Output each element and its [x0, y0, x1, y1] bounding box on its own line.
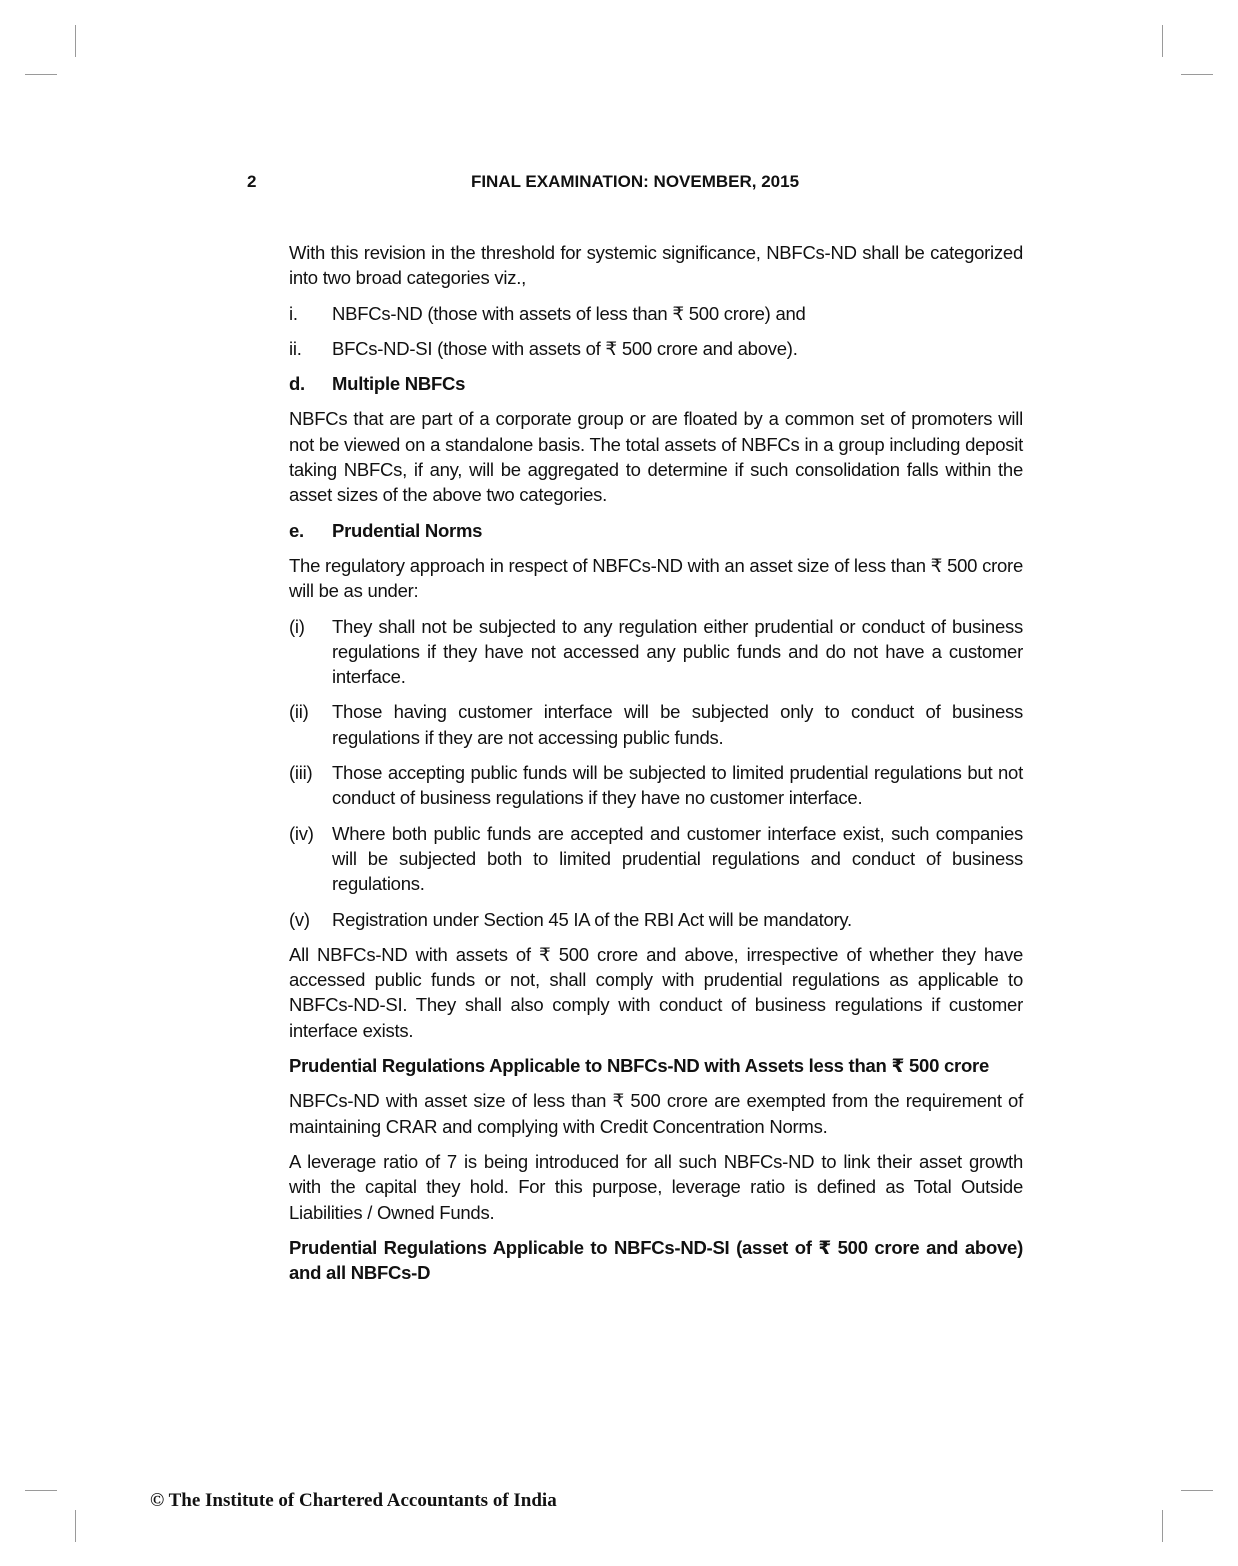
- list-item-text: BFCs-ND-SI (those with assets of ₹ 500 crore and above).: [332, 337, 798, 359]
- category-item: [289, 301, 1023, 326]
- section-d-heading: [289, 371, 1023, 396]
- list-marker: (iii): [289, 762, 313, 784]
- prudential-less-paragraph-1: NBFCs-ND with asset size of less than ₹ 500 crore are exempted from the requirement of maintaining CRAR and complying with Credit Concentration Norms.: [289, 1090, 1023, 1137]
- crop-mark-top-right-horizontal: [1181, 74, 1213, 75]
- list-marker: (v): [289, 908, 310, 930]
- running-head-title: FINAL EXAMINATION: NOVEMBER, 2015: [470, 172, 800, 191]
- list-marker: ii.: [289, 337, 302, 359]
- section-marker: d.: [289, 373, 305, 395]
- crop-mark-top-right-vertical: [1162, 25, 1163, 57]
- prudential-si-heading: Prudential Regulations Applicable to NBFCs-ND-SI (asset of ₹ 500 crore and above) and all NBFCs-D: [289, 1236, 1023, 1284]
- section-title: Prudential Norms: [332, 519, 483, 541]
- section-d-paragraph: NBFCs that are part of a corporate group or are floated by a common set of promoters will not be viewed on a standalone basis. The total assets of NBFCs in a group including deposit taking NBFCs, if any, will be aggregated to determine if such consolidation falls within the asset sizes of the above two categories.: [289, 408, 1023, 506]
- list-item-text: They shall not be subjected to any regulation either prudential or conduct of business regulations if they have not accessed any public funds and do not have a customer interface.: [332, 615, 1023, 688]
- page-number: 2: [247, 172, 257, 191]
- intro-paragraph: With this revision in the threshold for systemic significance, NBFCs-ND shall be categorized into two broad categories viz.,: [289, 242, 1023, 289]
- list-item-text: Those having customer interface will be subjected only to conduct of business regulations if they are not accessing public funds.: [332, 701, 1023, 748]
- crop-mark-top-left-horizontal: [25, 74, 57, 75]
- approach-item: [289, 614, 1023, 690]
- footer-copyright: © The Institute of Chartered Accountants of India: [150, 1490, 557, 1511]
- list-marker: (i): [289, 615, 305, 637]
- approach-item: [289, 821, 1023, 897]
- list-marker: (iv): [289, 822, 314, 844]
- list-item-text: Those accepting public funds will be subjected to limited prudential regulations but not conduct of business regulations if they have no customer interface.: [332, 762, 1023, 809]
- prudential-less-paragraph-2: A leverage ratio of 7 is being introduced for all such NBFCs-ND to link their asset growth with the capital they hold. For this purpose, leverage ratio is defined as Total Outside Liabilities / Owned Funds.: [289, 1150, 1023, 1223]
- crop-mark-bottom-right-horizontal: [1181, 1490, 1213, 1491]
- crop-mark-bottom-right-vertical: [1162, 1510, 1163, 1542]
- section-e-closing: All NBFCs-ND with assets of ₹ 500 crore and above, irrespective of whether they have accessed public funds or not, shall comply with prudential regulations as applicable to NBFCs-ND-SI. They shall also comply with conduct of business regulations if customer interface exists.: [289, 943, 1023, 1041]
- list-marker: i.: [289, 302, 298, 324]
- section-e-heading: [289, 518, 1023, 543]
- crop-mark-bottom-left-vertical: [75, 1510, 76, 1542]
- crop-mark-bottom-left-horizontal: [25, 1490, 57, 1491]
- category-item: [289, 336, 1023, 361]
- list-marker: (ii): [289, 701, 309, 723]
- list-item-text: NBFCs-ND (those with assets of less than ₹ 500 crore) and: [332, 302, 806, 324]
- approach-item: [289, 699, 1023, 750]
- crop-mark-top-left-vertical: [75, 25, 76, 57]
- approach-item: [289, 907, 1023, 932]
- page-content: [289, 240, 1023, 1295]
- section-e-intro: The regulatory approach in respect of NBFCs-ND with an asset size of less than ₹ 500 crore will be as under:: [289, 554, 1023, 602]
- section-title: Multiple NBFCs: [332, 373, 466, 395]
- prudential-less-heading: Prudential Regulations Applicable to NBFCs-ND with Assets less than ₹ 500 crore: [289, 1055, 990, 1077]
- approach-item: [289, 760, 1023, 811]
- section-marker: e.: [289, 519, 304, 541]
- list-item-text: Registration under Section 45 IA of the RBI Act will be mandatory.: [332, 908, 852, 930]
- list-item-text: Where both public funds are accepted and customer interface exist, such companies will be subjected both to limited prudential regulations and conduct of business regulations.: [332, 822, 1023, 895]
